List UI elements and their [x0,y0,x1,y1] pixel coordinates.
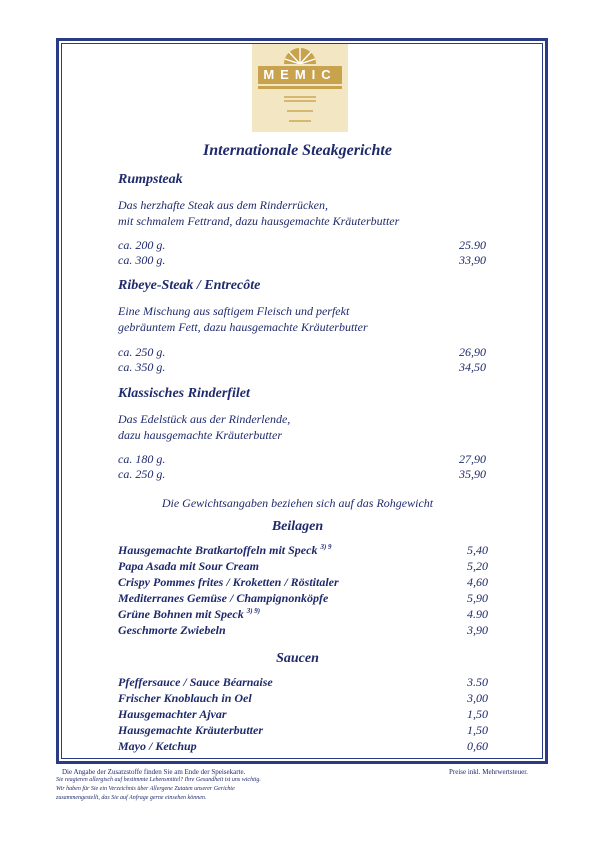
side-price: 4,60 [467,575,488,589]
dish-price: 34,50 [459,360,486,374]
dish-desc-line: dazu hausgemachte Kräuterbutter [118,428,282,442]
side-price: 5,40 [467,543,488,557]
sauce-item: Hausgemachte Kräuterbutter [118,723,264,737]
dish-desc-line: Das Edelstück aus der Rinderlende, [118,412,291,426]
dish-name: Ribeye-Steak / Entrecôte [118,278,261,293]
side-item-name: Hausgemachte Bratkartoffeln mit Speck [118,543,318,557]
dish-name: Klassisches Rinderfilet [118,386,250,401]
weight-note: Die Gewichtsangaben beziehen sich auf das Rohgewicht [161,496,434,510]
side-price: 3,90 [467,623,488,637]
dish-desc-line: mit schmalem Fettrand, dazu hausgemachte Kräuterbutter [118,214,400,228]
dish-price: 26,90 [459,345,486,359]
side-price: 5,20 [467,559,488,573]
side-price: 5,90 [467,591,488,605]
allergy-note-line: zusammengestellt, das Sie auf Anfrage gerne einsehen können. [56,795,207,801]
sauce-item: Hausgemachter Ajvar [118,707,227,721]
dish-weight: ca. 200 g. [118,238,166,252]
logo-wordmark-icon: MEMIC [258,66,342,84]
dish-desc-line: Das herzhafte Steak aus dem Rinderrücken, [118,198,328,212]
logo-line [284,96,316,98]
side-item [118,543,332,558]
logo-line [287,110,313,112]
side-item-name: Grüne Bohnen mit Speck [118,607,244,621]
restaurant-sun-logo-icon [252,44,348,132]
sauce-item: Mayo / Ketchup [118,739,197,753]
dish-weight: ca. 350 g. [118,360,166,374]
dish-weight: ca. 250 g. [118,345,166,359]
side-item: Mediterranes Gemüse / Champignonköpfe [118,591,329,605]
side-item: Geschmorte Zwiebeln [118,623,226,637]
sauce-item: Frischer Knoblauch in Oel [118,691,252,705]
dish-price: 35,90 [459,467,486,481]
sauce-item: Pfeffersauce / Sauce Béarnaise [118,675,273,689]
dish-weight: ca. 250 g. [118,467,166,481]
sauce-price: 1,50 [467,707,488,721]
dish-desc-line: Eine Mischung aus saftigem Fleisch und perfekt [118,304,350,318]
section-title-saucen: Saucen [276,651,319,666]
side-item [118,607,260,622]
page-title: Internationale Steakgerichte [203,142,392,159]
footer-vat-note: Preise inkl. Mehrwertsteuer. [449,768,528,776]
dish-price: 33,90 [459,253,486,267]
dish-desc-line: gebräuntem Fett, dazu hausgemachte Kräuterbutter [118,320,368,334]
sun-rays-icon [280,42,320,64]
logo-line [289,120,311,122]
additive-note: 3) 9) [246,607,261,615]
logo-line [284,100,316,102]
sauce-price: 3,00 [467,691,488,705]
footer-additives-note: Die Angabe der Zusatzstoffe finden Sie am Ende der Speisekarte. [62,768,246,776]
sauce-price: 3.50 [467,675,488,689]
side-item: Papa Asada mit Sour Cream [118,559,259,573]
dish-name: Rumpsteak [118,172,183,187]
side-item: Crispy Pommes frites / Kroketten / Röstitaler [118,575,339,589]
section-title-beilagen: Beilagen [271,519,324,534]
allergy-note-line: Sie reagieren allergisch auf bestimmte Lebensmittel? Ihre Gesundheit ist uns wichtig. [56,777,261,783]
additive-note: 3) 9 [320,543,332,551]
dish-weight: ca. 300 g. [118,253,166,267]
logo-bar [258,86,342,89]
dish-price: 27,90 [459,452,486,466]
allergy-note-line: Wir haben für Sie ein Verzeichnis über Allergene Zutaten unserer Gerichte [56,786,235,792]
dish-price: 25.90 [459,238,486,252]
sauce-price: 0,60 [467,739,488,753]
side-price: 4.90 [467,607,488,621]
sauce-price: 1,50 [467,723,488,737]
dish-weight: ca. 180 g. [118,452,166,466]
